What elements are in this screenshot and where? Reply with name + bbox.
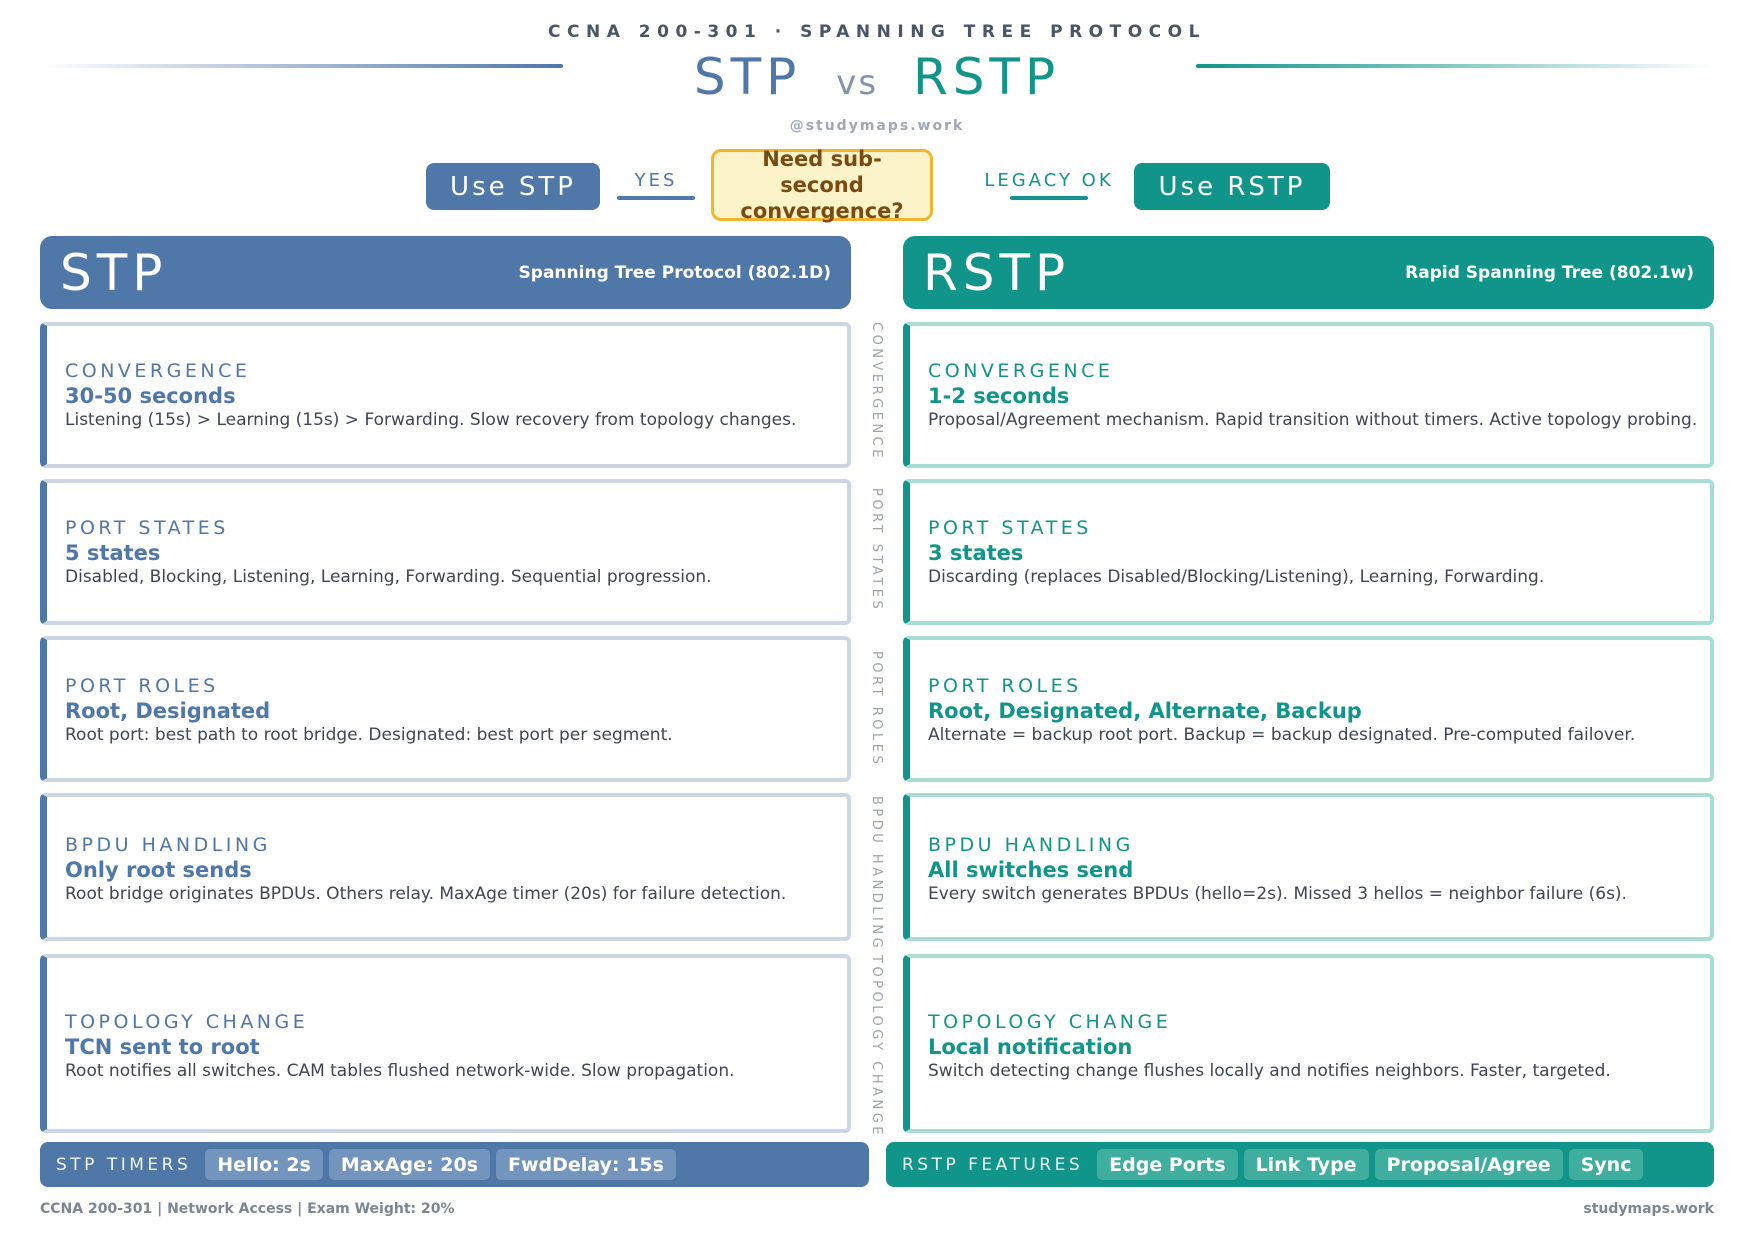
decision-question: Need sub-second convergence? <box>711 149 933 221</box>
stp-bpdu-handling-label: BPDU HANDLING <box>65 834 271 856</box>
rstp-topology-change-card <box>903 954 1714 1133</box>
page-title <box>0 42 1754 118</box>
rstp-bpdu-handling-label: BPDU HANDLING <box>928 834 1134 856</box>
row-label-bpdu-handling: BPDU HANDLING <box>869 796 884 952</box>
rstp-port-states-value: 3 states <box>928 541 1024 565</box>
branch-legacy-label: LEGACY OK <box>984 170 1114 191</box>
stp-column-title: STP <box>60 243 168 302</box>
stp-convergence-value: 30-50 seconds <box>65 384 236 408</box>
rstp-topology-change-value: Local notification <box>928 1035 1133 1059</box>
stp-port-states-label: PORT STATES <box>65 517 229 539</box>
rstp-bpdu-handling-card <box>903 793 1714 941</box>
rstp-feature-chip: Proposal/Agree <box>1375 1149 1563 1180</box>
rstp-column-header <box>903 236 1714 309</box>
rstp-port-states-card <box>903 479 1714 625</box>
stp-port-states-desc: Disabled, Blocking, Listening, Learning, Forwarding. Sequential progression. <box>65 567 712 587</box>
stp-topology-change-label: TOPOLOGY CHANGE <box>65 1011 309 1033</box>
row-label-port-roles: PORT ROLES <box>869 651 884 768</box>
stp-convergence-card <box>40 322 851 468</box>
rstp-topology-change-desc: Switch detecting change flushes locally and notifies neighbors. Faster, targeted. <box>928 1061 1611 1081</box>
stp-convergence-label: CONVERGENCE <box>65 360 251 382</box>
stp-timer-chip: MaxAge: 20s <box>329 1149 490 1180</box>
rstp-column-subtitle: Rapid Spanning Tree (802.1w) <box>1405 262 1694 283</box>
stp-timers-bar <box>40 1142 869 1187</box>
stp-port-roles-desc: Root port: best path to root bridge. Designated: best port per segment. <box>65 725 673 745</box>
rstp-feature-chip: Link Type <box>1244 1149 1369 1180</box>
rstp-feature-chip: Edge Ports <box>1097 1149 1237 1180</box>
title-vs: vs <box>836 63 879 103</box>
stp-port-states-value: 5 states <box>65 541 161 565</box>
stp-port-roles-label: PORT ROLES <box>65 675 219 697</box>
rstp-port-states-desc: Discarding (replaces Disabled/Blocking/Listening), Learning, Forwarding. <box>928 567 1545 587</box>
footer-exam-info: CCNA 200-301 | Network Access | Exam Weight: 20% <box>40 1201 455 1217</box>
stp-port-roles-card <box>40 636 851 782</box>
footer-site: studymaps.work <box>1583 1201 1714 1217</box>
stp-timers-label: STP TIMERS <box>56 1154 192 1175</box>
branch-legacy-connector <box>1010 196 1088 200</box>
rstp-port-roles-card <box>903 636 1714 782</box>
title-stp: STP <box>693 48 802 106</box>
title-rstp: RSTP <box>912 48 1061 106</box>
rstp-port-roles-desc: Alternate = backup root port. Backup = backup designated. Pre-computed failover. <box>928 725 1636 745</box>
kicker: CCNA 200-301 · SPANNING TREE PROTOCOL <box>548 22 1206 42</box>
rstp-convergence-desc: Proposal/Agreement mechanism. Rapid transition without timers. Active topology probing. <box>928 410 1698 430</box>
row-label-port-states: PORT STATES <box>869 488 884 613</box>
rstp-port-roles-value: Root, Designated, Alternate, Backup <box>928 699 1362 723</box>
branch-yes-label: YES <box>634 170 678 191</box>
rstp-column-title: RSTP <box>923 243 1071 302</box>
stp-convergence-desc: Listening (15s) > Learning (15s) > Forwarding. Slow recovery from topology changes. <box>65 410 797 430</box>
rstp-features-label: RSTP FEATURES <box>902 1154 1084 1175</box>
use-rstp-result: Use RSTP <box>1134 163 1330 210</box>
rstp-port-states-label: PORT STATES <box>928 517 1092 539</box>
rstp-feature-chip: Sync <box>1569 1149 1644 1180</box>
stp-port-roles-value: Root, Designated <box>65 699 271 723</box>
rstp-bpdu-handling-value: All switches send <box>928 858 1134 882</box>
rstp-port-roles-label: PORT ROLES <box>928 675 1082 697</box>
stp-timer-chip: FwdDelay: 15s <box>496 1149 676 1180</box>
rstp-bpdu-handling-desc: Every switch generates BPDUs (hello=2s). Missed 3 hellos = neighbor failure (6s). <box>928 884 1627 904</box>
rstp-convergence-value: 1-2 seconds <box>928 384 1070 408</box>
stp-port-states-card <box>40 479 851 625</box>
rstp-convergence-label: CONVERGENCE <box>928 360 1114 382</box>
stp-timer-chip: Hello: 2s <box>205 1149 323 1180</box>
stp-bpdu-handling-card <box>40 793 851 941</box>
author-handle: @studymaps.work <box>789 118 965 134</box>
stp-bpdu-handling-desc: Root bridge originates BPDUs. Others relay. MaxAge timer (20s) for failure detection. <box>65 884 787 904</box>
rstp-topology-change-label: TOPOLOGY CHANGE <box>928 1011 1172 1033</box>
rstp-features-bar <box>886 1142 1714 1187</box>
stp-topology-change-desc: Root notifies all switches. CAM tables flushed network-wide. Slow propagation. <box>65 1061 735 1081</box>
row-label-convergence: CONVERGENCE <box>869 322 884 461</box>
row-label-topology-change: TOPOLOGY CHANGE <box>869 955 884 1139</box>
use-stp-result: Use STP <box>426 163 600 210</box>
stp-column-header <box>40 236 851 309</box>
stp-topology-change-value: TCN sent to root <box>65 1035 260 1059</box>
stp-bpdu-handling-value: Only root sends <box>65 858 252 882</box>
stp-column-subtitle: Spanning Tree Protocol (802.1D) <box>518 262 831 283</box>
branch-yes-connector <box>617 196 695 200</box>
stp-topology-change-card <box>40 954 851 1133</box>
rstp-convergence-card <box>903 322 1714 468</box>
